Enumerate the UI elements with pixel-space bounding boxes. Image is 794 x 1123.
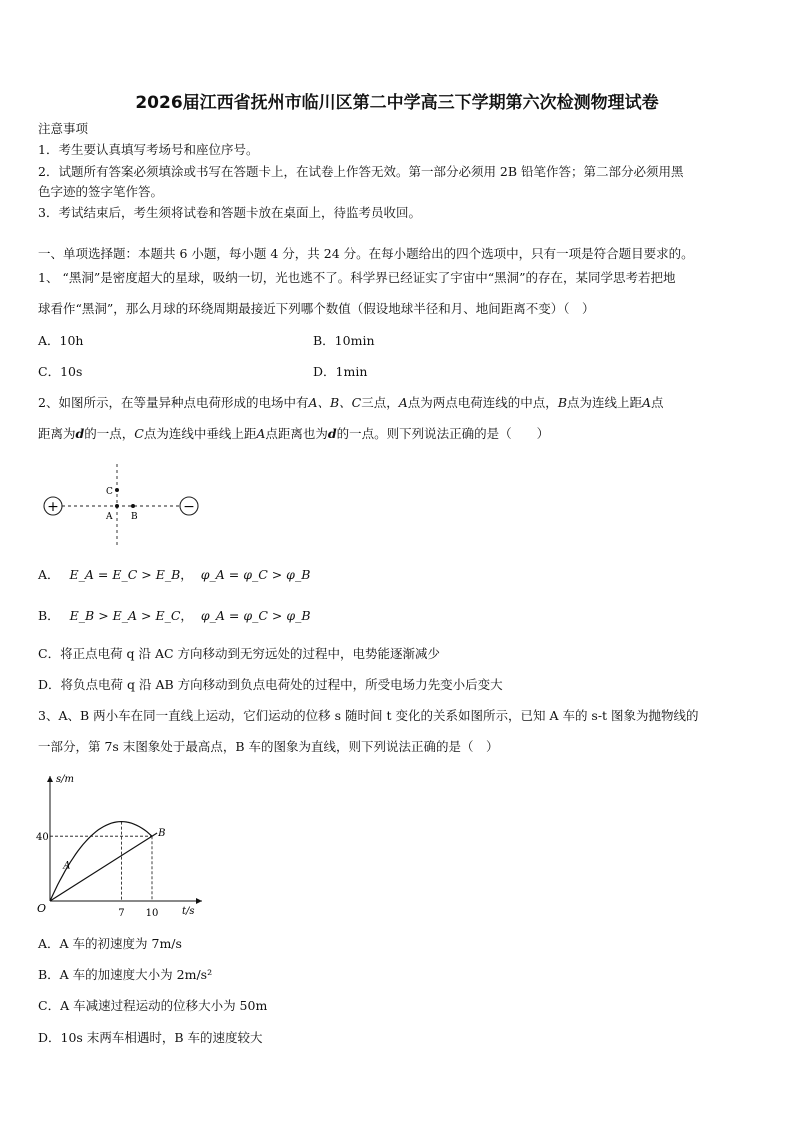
x-tick-7: 7	[118, 908, 125, 919]
y-tick-40: 40	[36, 832, 49, 844]
charge-field-figure	[36, 460, 206, 550]
q2-option-a: A． E_A = E_C > E_B， φ_A = φ_C > φ_B	[38, 567, 311, 582]
notice-item: 3．考试结束后，考生须将试卷和答题卡放在桌面上，待监考员收回。	[38, 205, 421, 220]
q1-option-b: B．10min	[313, 333, 375, 348]
series-a-label: A	[63, 860, 71, 872]
x-tick-10: 10	[145, 908, 159, 919]
question-3-text: 3、A、B 两小车在同一直线上运动，它们运动的位移 s 随时间 t 变化的关系如图所示，已知 A 车的 s-t 图象为抛物线的	[38, 708, 699, 723]
q2-option-d: D．将负点电荷 q 沿 AB 方向移动到负点电荷处的过程中，所受电场力先变小后变大	[38, 677, 503, 692]
question-1-text: 球看作“黑洞”，那么月球的环绕周期最接近下列哪个数值（假设地球半径和月、地间距离不变）（ ）	[38, 301, 595, 316]
question-1-text: 1、 “黑洞”是密度超大的星球，吸纳一切，光也逃不了。科学界已经证实了宇宙中“黑洞”的存在，某同学思考若把地	[38, 270, 676, 285]
point-c	[115, 488, 119, 492]
q2-option-b: B． E_B > E_A > E_C， φ_A = φ_C > φ_B	[38, 608, 311, 623]
s-t-graph	[30, 768, 210, 920]
label-c: C	[106, 487, 113, 497]
negative-charge-sign: −	[183, 499, 195, 515]
notice-item: 色字迹的签字笔作答。	[38, 184, 164, 199]
q3-option-b: B．A 车的加速度大小为 2m/s²	[38, 967, 213, 982]
section-heading: 一、单项选择题：本题共 6 小题，每小题 4 分，共 24 分。在每小题给出的四个选项中，只有一项是符合题目要求的。	[38, 246, 694, 261]
q2-option-b-field: E_B > E_A > E_C	[69, 608, 181, 623]
point-b	[131, 504, 135, 508]
page-title: 2026届江西省抚州市临川区第二中学高三下学期第六次检测物理试卷	[135, 93, 659, 113]
label-b: B	[131, 512, 138, 522]
question-3-text: 一部分，第 7s 末图象处于最高点，B 车的图象为直线，则下列说法正确的是（ ）	[38, 739, 499, 754]
x-axis-label: t/s	[182, 906, 195, 917]
positive-charge-sign: +	[47, 499, 59, 515]
q1-option-a: A．10h	[38, 333, 84, 348]
point-a	[115, 504, 119, 508]
y-axis-label: s/m	[56, 774, 74, 785]
q3-option-a: A．A 车的初速度为 7m/s	[38, 936, 182, 951]
label-a: A	[106, 512, 113, 522]
q3-option-c: C．A 车减速过程运动的位移大小为 50m	[38, 998, 268, 1013]
notice-heading: 注意事项	[38, 121, 89, 136]
q2-option-a-field: E_A = E_C > E_B	[69, 567, 181, 582]
question-2-text: 距离为d的一点，C点为连线中垂线上距A点距离也为d的一点。则下列说法正确的是（ ）	[38, 426, 550, 441]
origin-label: O	[36, 902, 46, 915]
q1-option-c: C．10s	[38, 364, 83, 379]
notice-item: 2．试题所有答案必须填涂或书写在答题卡上，在试卷上作答无效。第一部分必须用 2B 铅笔作答；第二部分必须用黑	[38, 164, 684, 179]
q2-option-c: C．将正点电荷 q 沿 AC 方向移动到无穷远处的过程中，电势能逐渐减少	[38, 646, 441, 661]
series-b-label: B	[158, 828, 166, 840]
q1-option-d: D．1min	[313, 364, 368, 379]
q2-option-a-potential: φ_A = φ_C > φ_B	[200, 567, 311, 582]
question-2-text: 2、如图所示，在等量异种点电荷形成的电场中有A、B、C三点，A点为两点电荷连线的中点，B点为连线上距A点	[38, 395, 664, 410]
q3-option-d: D．10s 末两车相遇时，B 车的速度较大	[38, 1030, 263, 1045]
q2-option-b-potential: φ_A = φ_C > φ_B	[200, 608, 311, 623]
notice-item: 1．考生要认真填写考场号和座位序号。	[38, 142, 259, 157]
